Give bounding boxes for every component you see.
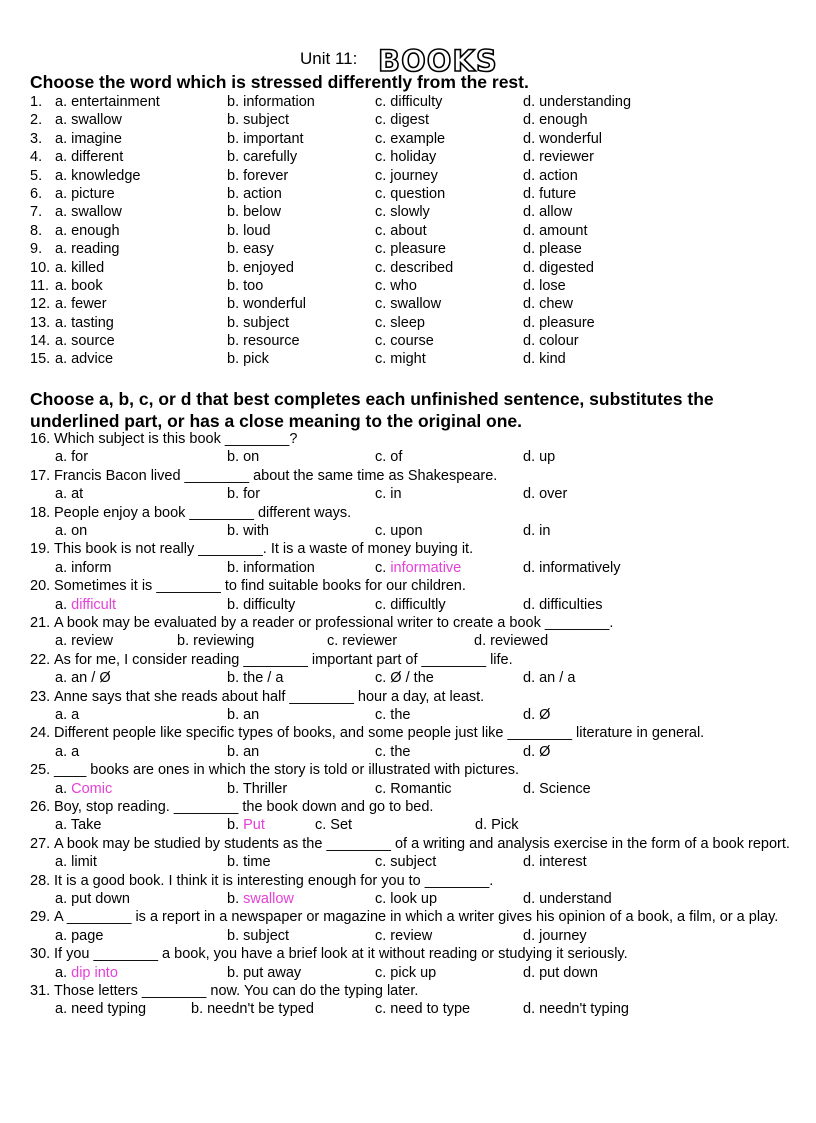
- question-sentence: A ________ is a report in a newspaper or magazine in which a writer gives his opinion of a book, a film, or a play.: [54, 909, 779, 926]
- option-b[interactable]: b. an: [227, 743, 260, 760]
- option-d: d. allow: [523, 204, 573, 221]
- option-a[interactable]: a. Take: [55, 817, 102, 834]
- question-item: [30, 614, 790, 651]
- options-row: [30, 706, 790, 724]
- option-b: b. below: [227, 204, 282, 221]
- question-number: 31.: [30, 982, 51, 999]
- question-number: 29.: [30, 909, 51, 926]
- option-b: b. important: [227, 130, 304, 147]
- question-number: 1.: [30, 94, 43, 110]
- option-d: d. digested: [523, 259, 594, 276]
- option-a: a. swallow: [55, 112, 122, 129]
- option-b[interactable]: b. subject: [227, 927, 290, 944]
- option-a[interactable]: a. for: [55, 449, 89, 466]
- question-item: [30, 761, 790, 798]
- option-d: d. amount: [523, 222, 588, 239]
- option-b[interactable]: b. Thriller: [227, 780, 288, 797]
- option-a: a. source: [55, 333, 115, 350]
- question-number: 26.: [30, 798, 51, 815]
- question-number: 11.: [30, 277, 50, 294]
- option-a[interactable]: a. inform: [55, 559, 112, 576]
- option-a: a. imagine: [55, 130, 122, 147]
- option-c: c. swallow: [375, 296, 442, 313]
- option-d[interactable]: d. put down: [523, 964, 598, 981]
- option-c[interactable]: c. the: [375, 706, 411, 723]
- option-b: b. subject: [227, 314, 290, 331]
- question-sentence: If you ________ a book, you have a brief look at it without reading or studying it seriously.: [54, 946, 628, 963]
- option-a[interactable]: a. need typing: [55, 1001, 147, 1018]
- books-title-art: BOOKS: [378, 44, 498, 78]
- question-number: 18.: [30, 504, 51, 521]
- stress-row: [30, 277, 790, 295]
- stress-row: [30, 222, 790, 240]
- question-sentence: ____ books are ones in which the story is told or illustrated with pictures.: [54, 762, 520, 779]
- stress-row: [30, 148, 790, 166]
- question-item: [30, 651, 790, 688]
- option-c: c. described: [375, 259, 454, 276]
- question-number: 13.: [30, 314, 51, 331]
- option-b-highlighted-answer[interactable]: b. swallow: [227, 890, 294, 907]
- question-text: [30, 798, 790, 816]
- option-a-highlighted-answer[interactable]: a. dip into: [55, 964, 118, 981]
- question-number: 21.: [30, 614, 51, 631]
- option-c: c. course: [375, 333, 434, 350]
- stress-question-list: [30, 93, 790, 369]
- question-number: 3.: [30, 130, 43, 147]
- stress-row: [30, 314, 790, 332]
- question-item: [30, 835, 790, 872]
- option-d[interactable]: d. an / a: [523, 670, 576, 687]
- option-b[interactable]: b. difficulty: [227, 596, 296, 613]
- options-row: [30, 559, 790, 577]
- stress-row: [30, 111, 790, 129]
- question-text: [30, 761, 790, 779]
- options-row: [30, 448, 790, 466]
- question-item: [30, 724, 790, 761]
- option-d: d. wonderful: [523, 130, 602, 147]
- option-a: a. reading: [55, 241, 120, 258]
- option-a-highlighted-answer[interactable]: a. difficult: [55, 596, 116, 613]
- question-text: [30, 651, 790, 669]
- option-c: c. difficulty: [375, 94, 443, 110]
- question-text: [30, 467, 790, 485]
- question-sentence: As for me, I consider reading ________ important part of ________ life.: [54, 651, 513, 668]
- unit-label: Unit 11:: [300, 49, 358, 68]
- stress-row: [30, 93, 790, 111]
- option-c: c. example: [375, 130, 446, 147]
- option-a: a. enough: [55, 222, 120, 239]
- option-c-highlighted-answer[interactable]: c. informative: [375, 559, 462, 576]
- option-b-highlighted-answer[interactable]: b. Put: [227, 817, 265, 834]
- option-a[interactable]: a. review: [55, 633, 114, 650]
- option-c[interactable]: c. upon: [375, 523, 423, 539]
- option-a: a. knowledge: [55, 167, 141, 184]
- question-text: [30, 982, 790, 1000]
- stress-row: [30, 295, 790, 313]
- options-row: [30, 522, 790, 540]
- options-row: [30, 1000, 790, 1018]
- question-text: [30, 504, 790, 522]
- option-c: c. question: [375, 185, 446, 202]
- option-b: b. forever: [227, 167, 289, 184]
- question-number: 22.: [30, 651, 51, 668]
- question-item: [30, 872, 790, 909]
- option-b: b. wonderful: [227, 296, 306, 313]
- option-a: a. different: [55, 149, 124, 166]
- question-number: 9.: [30, 241, 43, 258]
- question-item: [30, 504, 790, 541]
- option-d[interactable]: d. understand: [523, 890, 612, 907]
- option-a[interactable]: a. limit: [55, 854, 97, 871]
- stress-row: [30, 167, 790, 185]
- option-c: c. sleep: [375, 314, 425, 331]
- options-row: [30, 596, 790, 614]
- option-a-highlighted-answer[interactable]: a. Comic: [55, 780, 113, 797]
- option-a[interactable]: a. on: [55, 523, 88, 539]
- option-c[interactable]: c. Romantic: [375, 780, 452, 797]
- option-b: b. loud: [227, 222, 271, 239]
- option-b: b. action: [227, 185, 282, 202]
- question-item: [30, 577, 790, 614]
- option-d: d. future: [523, 185, 577, 202]
- option-b: b. too: [227, 277, 264, 294]
- options-row: [30, 743, 790, 761]
- options-row: [30, 853, 790, 871]
- question-sentence: Sometimes it is ________ to find suitable books for our children.: [54, 578, 466, 595]
- question-item: [30, 467, 790, 504]
- question-item: [30, 688, 790, 725]
- question-item: [30, 540, 790, 577]
- question-number: 19.: [30, 541, 51, 558]
- option-d[interactable]: d. up: [523, 449, 556, 466]
- question-text: [30, 688, 790, 706]
- question-sentence: People enjoy a book ________ different ways.: [54, 504, 352, 521]
- option-d: d. please: [523, 241, 582, 258]
- stress-row: [30, 259, 790, 277]
- option-a: a. picture: [55, 185, 115, 202]
- options-row: [30, 485, 790, 503]
- option-a: a. fewer: [55, 296, 107, 313]
- question-sentence: Anne says that she reads about half ________ hour a day, at least.: [54, 688, 485, 705]
- question-sentence: Boy, stop reading. ________ the book down and go to bed.: [54, 798, 434, 815]
- question-number: 23.: [30, 688, 51, 705]
- multiple-choice-list: [30, 430, 790, 1019]
- option-b[interactable]: b. the / a: [227, 670, 284, 687]
- option-b[interactable]: b. time: [227, 854, 271, 871]
- question-item: [30, 945, 790, 982]
- option-d[interactable]: d. needn't typing: [523, 1001, 629, 1018]
- option-a: a. entertainment: [55, 94, 160, 110]
- section1-heading: Choose the word which is stressed differently from the rest.: [30, 72, 529, 92]
- question-sentence: A book may be studied by students as the ________ of a writing and analysis exercise in the form of a book report.: [54, 835, 790, 852]
- question-item: [30, 982, 790, 1019]
- option-c[interactable]: c. the: [375, 743, 411, 760]
- option-d: d. reviewer: [523, 149, 594, 166]
- stress-row: [30, 332, 790, 350]
- question-text: [30, 614, 790, 632]
- title-row: [300, 44, 600, 78]
- option-b[interactable]: b. information: [227, 559, 315, 576]
- option-b[interactable]: b. with: [227, 523, 269, 539]
- option-d[interactable]: d. reviewed: [474, 633, 549, 650]
- question-number: 6.: [30, 185, 43, 202]
- option-b: b. pick: [227, 351, 269, 368]
- option-d: d. pleasure: [523, 314, 595, 331]
- option-a: a. swallow: [55, 204, 122, 221]
- options-row: [30, 632, 790, 650]
- option-c[interactable]: c. reviewer: [327, 633, 398, 650]
- question-number: 14.: [30, 333, 51, 350]
- option-c[interactable]: c. subject: [375, 854, 437, 871]
- option-a[interactable]: a. a: [55, 706, 80, 723]
- stress-row: [30, 203, 790, 221]
- question-number: 2.: [30, 112, 43, 129]
- question-text: [30, 872, 790, 890]
- option-c: c. digest: [375, 112, 429, 129]
- option-a[interactable]: a. a: [55, 743, 80, 760]
- option-c[interactable]: c. need to type: [375, 1001, 471, 1018]
- option-c: c. who: [375, 277, 417, 294]
- option-d[interactable]: d. informatively: [523, 559, 621, 576]
- option-b[interactable]: b. put away: [227, 964, 302, 981]
- option-c: c. journey: [375, 167, 438, 184]
- question-text: [30, 835, 790, 853]
- option-b: b. enjoyed: [227, 259, 294, 276]
- option-b[interactable]: b. needn't be typed: [191, 1001, 314, 1018]
- question-text: [30, 577, 790, 595]
- question-sentence: This book is not really ________. It is a waste of money buying it.: [54, 541, 474, 558]
- question-sentence: Those letters ________ now. You can do the typing later.: [54, 982, 419, 999]
- option-c[interactable]: c. pick up: [375, 964, 437, 981]
- option-d[interactable]: d. difficulties: [523, 596, 603, 613]
- option-a[interactable]: a. at: [55, 486, 84, 503]
- stress-row: [30, 240, 790, 258]
- options-row: [30, 816, 790, 834]
- options-row: [30, 927, 790, 945]
- question-number: 8.: [30, 222, 43, 239]
- option-a[interactable]: a. put down: [55, 890, 130, 907]
- question-number: 15.: [30, 351, 51, 368]
- question-number: 5.: [30, 167, 43, 184]
- option-c[interactable]: c. in: [375, 486, 402, 503]
- option-c[interactable]: c. look up: [375, 890, 438, 907]
- question-text: [30, 540, 790, 558]
- option-a[interactable]: a. an / Ø: [55, 670, 111, 687]
- question-number: 27.: [30, 835, 51, 852]
- option-b[interactable]: b. an: [227, 706, 260, 723]
- question-text: [30, 430, 790, 448]
- option-c[interactable]: c. Ø / the: [375, 670, 434, 687]
- question-number: 17.: [30, 467, 51, 484]
- option-b: b. subject: [227, 112, 290, 129]
- option-b[interactable]: b. reviewing: [177, 633, 255, 650]
- option-b: b. resource: [227, 333, 300, 350]
- option-d: d. understanding: [523, 94, 632, 110]
- options-row: [30, 890, 790, 908]
- question-text: [30, 724, 790, 742]
- option-d[interactable]: d. Science: [523, 780, 591, 797]
- question-number: 7.: [30, 204, 43, 221]
- stress-row: [30, 130, 790, 148]
- question-sentence: Francis Bacon lived ________ about the same time as Shakespeare.: [54, 467, 498, 484]
- options-row: [30, 964, 790, 982]
- option-d: d. lose: [523, 277, 566, 294]
- option-a: a. tasting: [55, 314, 114, 331]
- option-d: d. action: [523, 167, 578, 184]
- question-sentence: Different people like specific types of books, and some people just like ________ literature in general.: [54, 725, 705, 742]
- stress-row: [30, 185, 790, 203]
- question-sentence: It is a good book. I think it is interesting enough for you to ________.: [54, 872, 494, 889]
- option-b: b. easy: [227, 241, 274, 258]
- question-number: 10.: [30, 259, 51, 276]
- option-a: a. killed: [55, 259, 105, 276]
- option-c[interactable]: c. of: [375, 449, 403, 466]
- option-c: c. holiday: [375, 149, 437, 166]
- question-number: 24.: [30, 725, 51, 742]
- option-d[interactable]: d. Ø: [523, 743, 551, 760]
- option-c[interactable]: c. difficultly: [375, 596, 446, 613]
- option-a[interactable]: a. page: [55, 927, 104, 944]
- question-text: [30, 908, 790, 926]
- question-item: [30, 430, 790, 467]
- question-number: 4.: [30, 149, 43, 166]
- option-d: d. chew: [523, 296, 573, 313]
- option-c[interactable]: c. Set: [315, 817, 353, 834]
- option-d[interactable]: d. Pick: [475, 817, 519, 834]
- option-d[interactable]: d. over: [523, 486, 568, 503]
- option-a: a. advice: [55, 351, 114, 368]
- option-b: b. information: [227, 94, 315, 110]
- option-d[interactable]: d. journey: [523, 927, 587, 944]
- option-a: a. book: [55, 277, 103, 294]
- question-number: 30.: [30, 946, 51, 963]
- question-number: 20.: [30, 578, 51, 595]
- option-b[interactable]: b. for: [227, 486, 261, 503]
- option-b[interactable]: b. on: [227, 449, 260, 466]
- question-number: 28.: [30, 872, 51, 889]
- question-number: 12.: [30, 296, 51, 313]
- question-text: [30, 945, 790, 963]
- question-number: 16.: [30, 431, 51, 447]
- section2-heading: Choose a, b, c, or d that best completes each unfinished sentence, substitutes the underlined part, or has a close meaning to the original one.: [30, 389, 714, 431]
- option-c: c. slowly: [375, 204, 430, 221]
- question-number: 25.: [30, 762, 51, 779]
- option-d: d. kind: [523, 351, 566, 368]
- options-row: [30, 669, 790, 687]
- option-d[interactable]: d. interest: [523, 854, 587, 871]
- option-b: b. carefully: [227, 149, 298, 166]
- option-c: c. about: [375, 222, 427, 239]
- question-item: [30, 798, 790, 835]
- stress-row: [30, 350, 790, 368]
- question-item: [30, 908, 790, 945]
- option-c[interactable]: c. review: [375, 927, 433, 944]
- question-sentence: A book may be evaluated by a reader or professional writer to create a book ________.: [54, 614, 614, 631]
- option-c: c. pleasure: [375, 241, 446, 258]
- option-d[interactable]: d. in: [523, 523, 551, 539]
- option-d: d. colour: [523, 333, 579, 350]
- option-d[interactable]: d. Ø: [523, 706, 551, 723]
- option-c: c. might: [375, 351, 426, 368]
- question-sentence: Which subject is this book ________?: [54, 431, 298, 447]
- options-row: [30, 780, 790, 798]
- option-d: d. enough: [523, 112, 588, 129]
